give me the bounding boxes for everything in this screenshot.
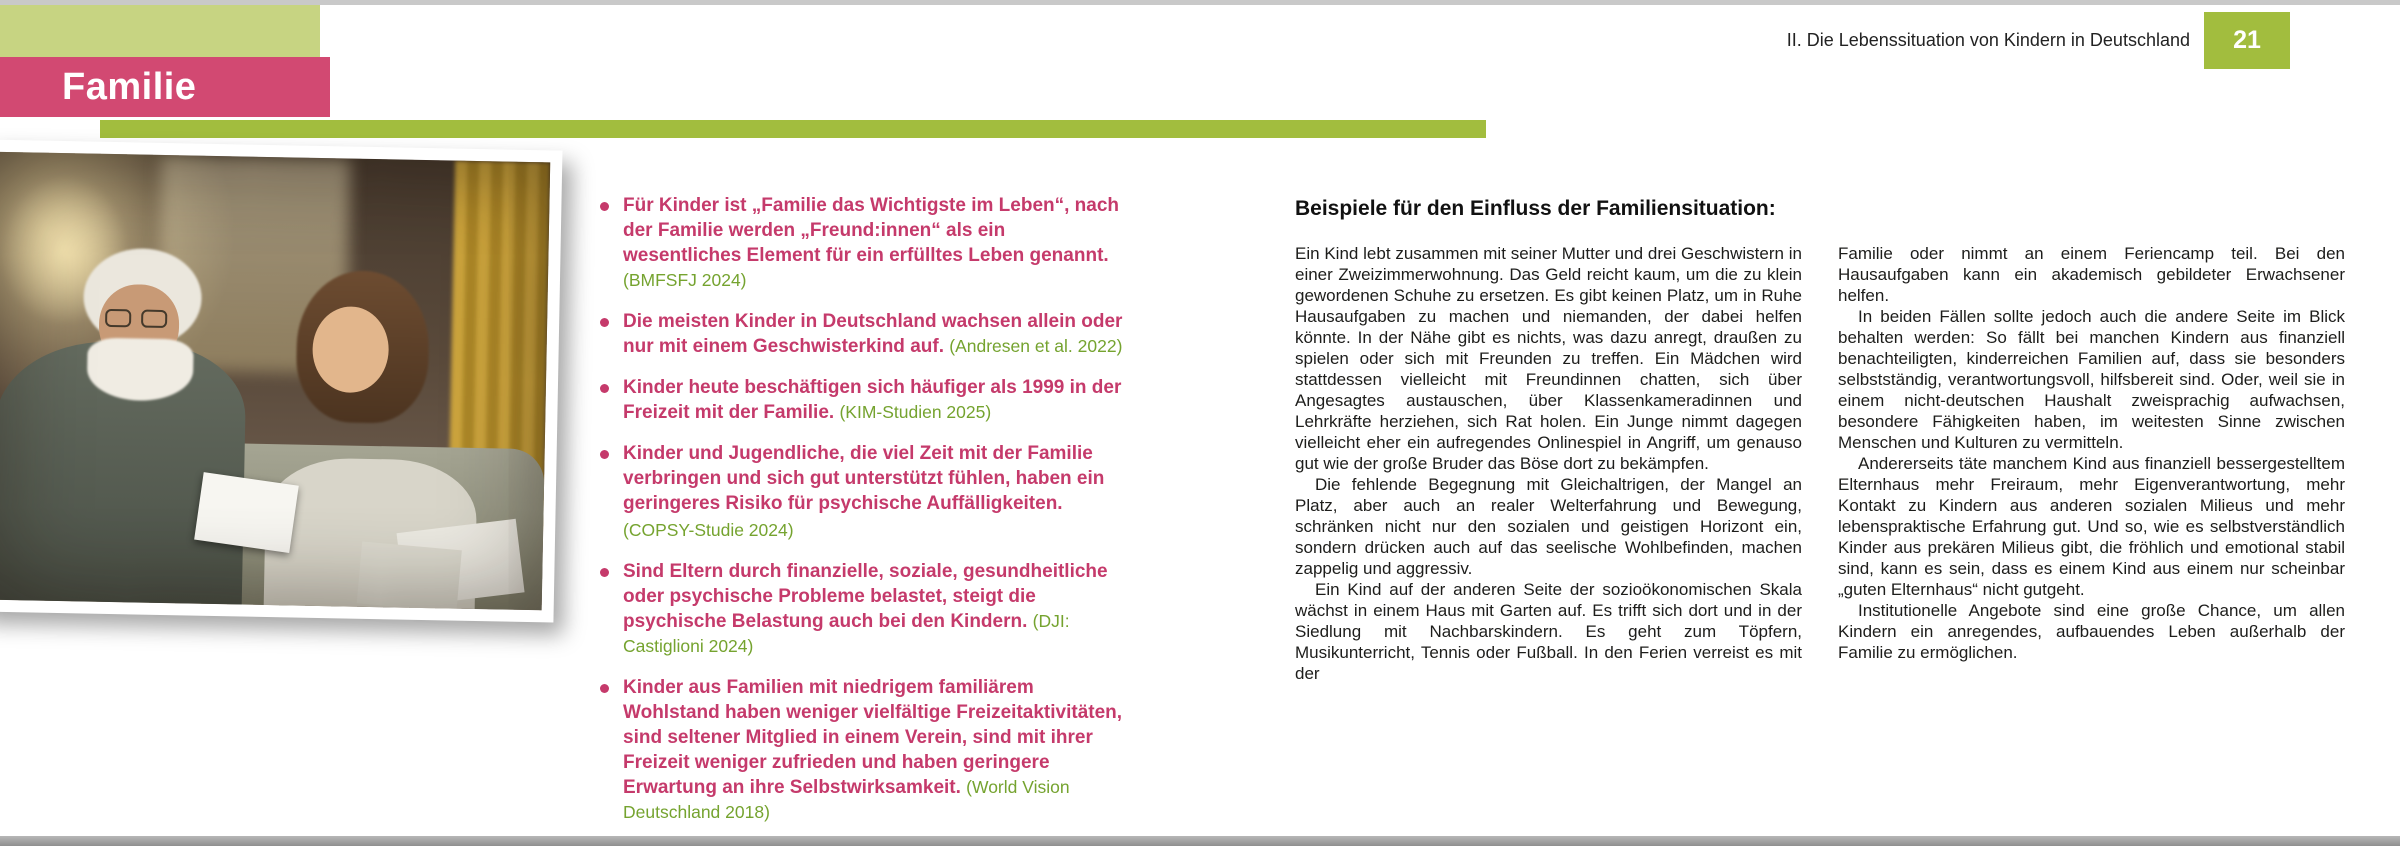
bullet-statement: Kinder heute beschäftigen sich häufiger als 1999 in der Freizeit mit der Familie. xyxy=(623,377,1122,423)
bullet-dot xyxy=(600,384,609,393)
list-item xyxy=(600,675,1132,825)
list-item xyxy=(600,309,1132,359)
bullet-text xyxy=(623,193,1128,293)
bullet-source: (COPSY-Studie 2024) xyxy=(623,520,794,540)
paragraph: Ein Kind lebt zusammen mit seiner Mutter und drei Geschwistern in einer Zweizimmerwohnung. Das Geld reicht kaum, um die zu klein gewordenen Schuhe zu ersetzen. Es gibt keinen Platz, um in Ruhe Hausaufgaben zu machen und niemanden, der dabei helfen könnte. In der Nähe gibt es nichts, was dazu anregt, draußen zu spielen oder sich mit Freunden zu treffen. Ein Mädchen wird stattdessen vielleicht mit Freundinnen chatten, sich über Angesagtes austauschen, über Klassenkameradinnen und Lehrkräfte herziehen, sich Rat holen. Ein Junge nimmt dagegen vielleicht eher ein aufregendes Onlinespiel in Angriff, um genauso gut wie der große Bruder das Böse dort zu bekämpfen. xyxy=(1295,244,1802,473)
bullet-statement: Die meisten Kinder in Deutschland wachsen allein oder nur mit einem Geschwisterkind auf. xyxy=(623,311,1123,357)
bullet-dot xyxy=(600,450,609,459)
scan-edge-bottom xyxy=(0,836,2400,846)
examples-column-2 xyxy=(1838,243,2345,684)
photo-grandfather-granddaughter xyxy=(0,152,550,611)
photo-frame xyxy=(0,139,562,622)
examples-columns xyxy=(1295,243,2345,684)
paragraph: In beiden Fällen sollte jedoch auch die andere Seite im Blick behalten werden: So fällt bei manchen Kindern aus finanziell benachteiligten, kinderreichen Familien auf, dass sie besonders selbstständig, verantwortungsvoll, hilfsbereit sind. Oder, weil sie in einem nicht-deutschen Haushalt zweisprachig aufwachsen, besondere Fähigkeiten haben, im weitesten Sinne zwischen Menschen und Kulturen zu vermitteln. xyxy=(1838,307,2345,452)
paragraph: Die fehlende Begegnung mit Gleichaltrigen, der Mangel an Platz, aber auch an realer Welterfahrung und Bewegung, schränken nicht nur den sozialen und geistigen Horizont ein, sondern drücken auch auf das seelische Wohlbefinden, machen zappelig und aggressiv. xyxy=(1295,475,1802,578)
bullet-source: (Andresen et al. 2022) xyxy=(949,336,1123,356)
paragraph: Familie oder nimmt an einem Feriencamp teil. Bei den Hausaufgaben kann ein akademisch gebildeter Erwachsener helfen. xyxy=(1838,244,2345,305)
bullet-statement: Für Kinder ist „Familie das Wichtigste im Leben“, nach der Familie werden „Freund:innen“ als ein wesentliches Element für ein erfülltes Leben genannt. xyxy=(623,195,1120,266)
bullet-statement: Kinder aus Familien mit niedrigem familiärem Wohlstand haben weniger vielfältige Freizeitaktivitäten, sind seltener Mitglied in einem Verein, sind mit ihrer Freizeit weniger zufrieden und haben geringere Erwartung an ihre Selbstwirksamkeit. xyxy=(623,677,1123,798)
bullet-dot xyxy=(600,318,609,327)
bullet-source: (DJI: Castiglioni 2024) xyxy=(623,611,1070,656)
scan-edge-top xyxy=(0,0,2400,5)
paragraph: Institutionelle Angebote sind eine große Chance, um allen Kindern ein anregendes, aufbauendes Leben außerhalb der Familie zu ermöglichen. xyxy=(1838,601,2345,662)
page-number-badge xyxy=(2204,12,2290,69)
examples-heading: Beispiele für den Einfluss der Familiensituation: xyxy=(1295,197,1776,220)
section-title: Familie xyxy=(62,65,197,108)
bullet-dot xyxy=(600,202,609,211)
examples-column-1 xyxy=(1295,243,1802,684)
page-number: 21 xyxy=(2233,26,2261,54)
bullet-text xyxy=(623,309,1128,359)
paragraph: Ein Kind auf der anderen Seite der sozioökonomischen Skala wächst in einem Haus mit Garten auf. Es trifft sich dort und in der Siedlung mit Nachbarskindern. Es geht zum Töpfern, Musikunterricht, Tennis oder Fußball. In den Ferien verreist es mit der xyxy=(1295,580,1802,683)
accent-bar-green xyxy=(100,120,1486,138)
bullet-text xyxy=(623,559,1128,659)
running-header: II. Die Lebenssituation von Kindern in Deutschland xyxy=(1786,30,2190,50)
bullet-source: (KIM-Studien 2025) xyxy=(839,402,992,422)
bullet-statement: Kinder und Jugendliche, die viel Zeit mit der Familie verbringen und sich gut unterstützt fühlen, haben ein geringeres Risiko für psychische Auffälligkeiten. xyxy=(623,443,1105,514)
key-facts-list xyxy=(600,193,1132,841)
list-item xyxy=(600,559,1132,659)
bullet-text xyxy=(623,675,1128,825)
section-title-box xyxy=(0,57,330,117)
bullet-text xyxy=(623,375,1128,425)
bullet-dot xyxy=(600,568,609,577)
bullet-dot xyxy=(600,684,609,693)
bullet-source: (BMFSFJ 2024) xyxy=(623,270,747,290)
bullet-source: (World Vision Deutschland 2018) xyxy=(623,777,1070,822)
paragraph: Andererseits täte manchem Kind aus finanziell bessergestelltem Elternhaus mehr Freiraum, mehr Eigenverantwortung, mehr Kontakt zu Kindern aus anderen sozialen Milieus und mehr lebenspraktische Erfahrung gut. Und so, wie es selbstverständlich Kinder aus prekären Milieus gibt, die fröhlich und emotional stabil sind, kann es sein, dass es einem Kind aus einem nur scheinbar „guten Elternhaus“ nicht gutgeht. xyxy=(1838,454,2345,599)
bullet-text xyxy=(623,441,1128,543)
list-item xyxy=(600,375,1132,425)
list-item xyxy=(600,193,1132,293)
photo-vignette xyxy=(0,152,550,611)
bullet-statement: Sind Eltern durch finanzielle, soziale, gesundheitliche oder psychische Probleme belastet, steigt die psychische Belastung auch bei den Kindern. xyxy=(623,561,1108,632)
list-item xyxy=(600,441,1132,543)
